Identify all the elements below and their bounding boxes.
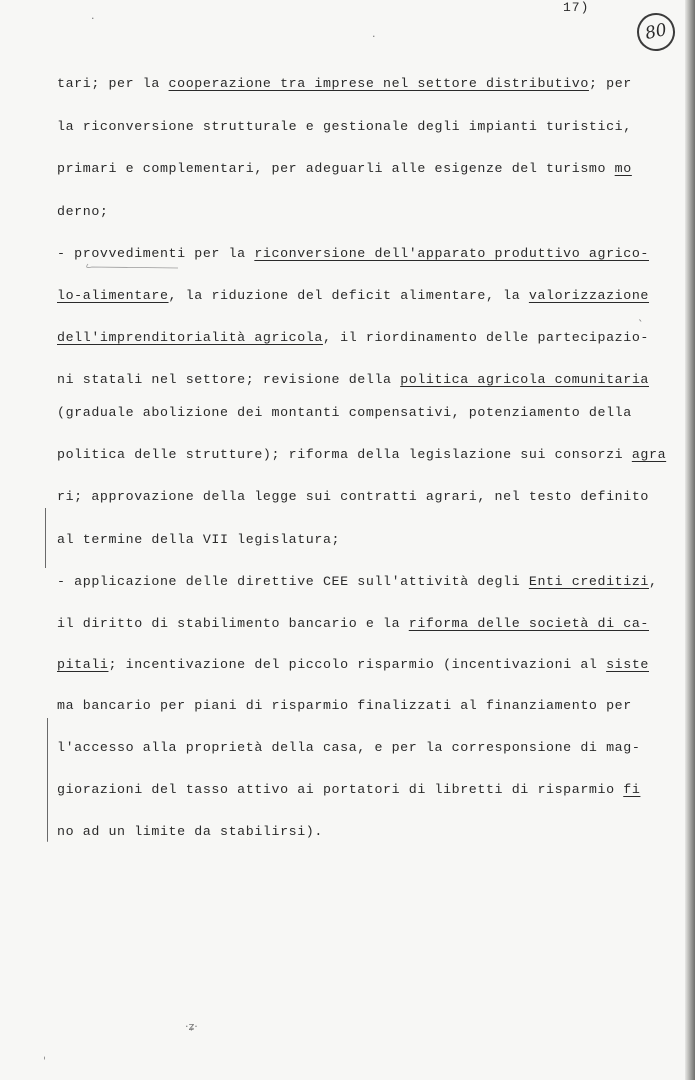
text-line: pitali; incentivazione del piccolo risparmio (incentivazioni al siste: [57, 657, 649, 672]
text-line: politica delle strutture); riforma della legislazione sui consorzi agra: [57, 447, 667, 462]
text-line: ri; approvazione della legge sui contratti agrari, nel testo definito: [57, 489, 649, 504]
pencil-scribble: [70, 258, 180, 270]
paper-speck: ˋ: [638, 318, 644, 331]
text-line: tari; per la cooperazione tra imprese nel settore distributivo; per: [57, 76, 632, 91]
text-line: la riconversione strutturale e gestionale degli impianti turistici,: [57, 119, 632, 134]
text-line: no ad un limite da stabilirsi).: [57, 824, 323, 839]
text-line: l'accesso alla proprietà della casa, e per la corresponsione di mag-: [57, 740, 641, 755]
margin-bracket-mark: [47, 718, 48, 842]
text-line: ma bancario per piani di risparmio finalizzati al finanziamento per: [57, 698, 632, 713]
text-line: - provvedimenti per la riconversione dell'apparato produttivo agrico-: [57, 246, 649, 261]
text-line: lo-alimentare, la riduzione del deficit alimentare, la valorizzazione: [57, 288, 650, 303]
paper-speck: ·: [91, 12, 95, 25]
text-line: derno;: [57, 204, 109, 219]
text-line: (graduale abolizione dei montanti compensativi, potenziamento della: [57, 405, 632, 420]
text-line: al termine della VII legislatura;: [57, 532, 341, 547]
text-line: il diritto di stabilimento bancario e la riforma delle società di ca-: [57, 616, 649, 631]
text-line: primari e complementari, per adeguarli alle esigenze del turismo mo: [57, 161, 632, 176]
text-line: dell'imprenditorialità agricola, il riordinamento delle partecipazio-: [57, 330, 649, 345]
page-edge-shadow: [685, 0, 695, 1080]
margin-bracket-mark: [45, 508, 46, 568]
paper-speck: ·ʑ·: [185, 1020, 198, 1033]
page-stamp: 80: [633, 9, 678, 54]
paper-speck: ˌ: [43, 1048, 47, 1061]
text-line: ni statali nel settore; revisione della politica agricola comunitaria: [57, 372, 649, 387]
page-number: 17): [563, 0, 590, 15]
text-line: giorazioni del tasso attivo ai portatori di libretti di risparmio fi: [57, 782, 641, 797]
paper-speck: ·: [372, 30, 376, 43]
text-line: - applicazione delle direttive CEE sull'attività degli Enti creditizi,: [57, 574, 658, 589]
